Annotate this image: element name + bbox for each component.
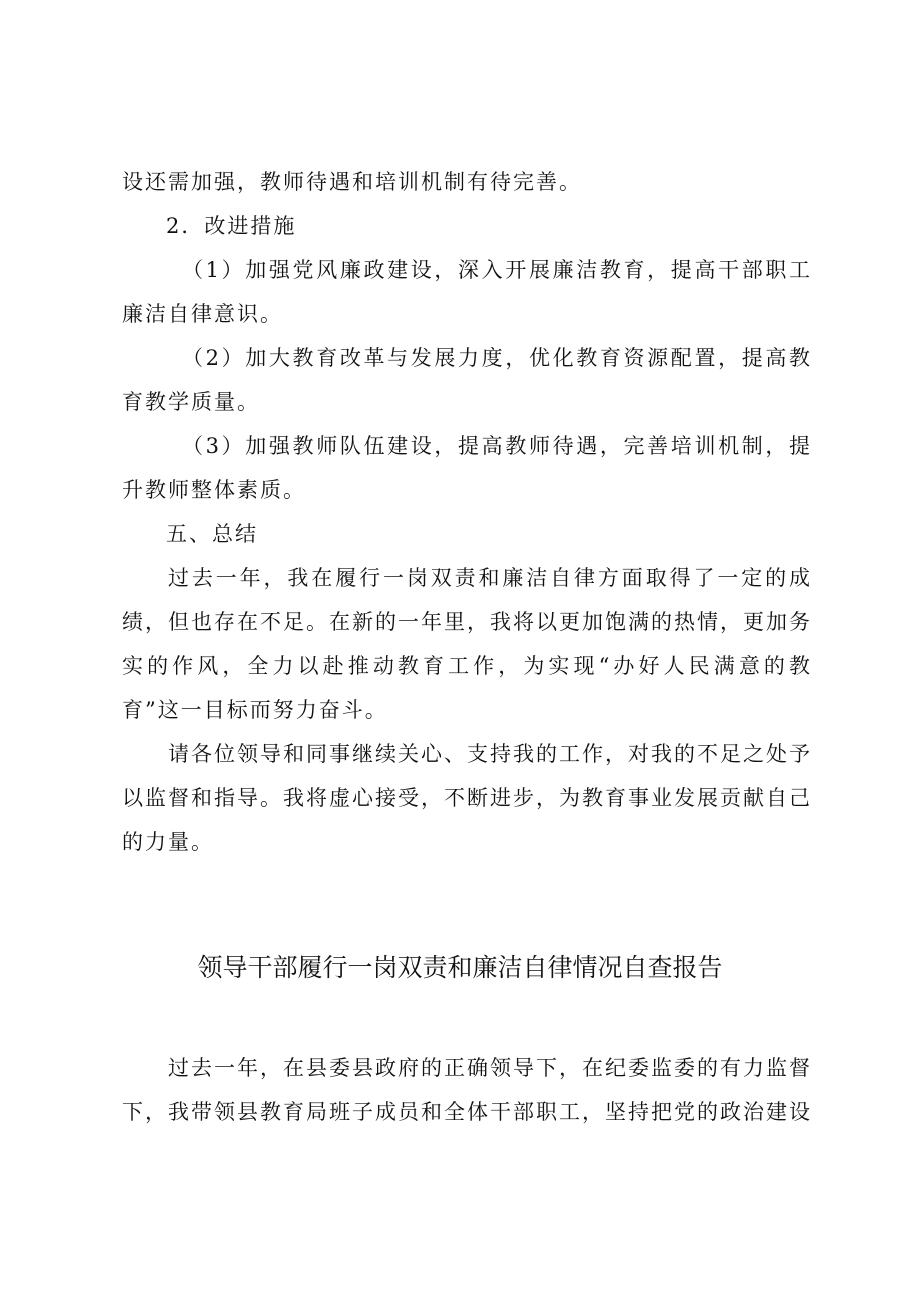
summary-paragraph-1: 过去一年，我在履行一岗双责和廉洁自律方面取得了一定的成绩，但也存在不足。在新的一年里，我将以更加饱满的热情，更加务实的作风，全力以赴推动教育工作，为实现“办好人民满意的教育”这一目标而努力奋斗。 <box>122 566 812 722</box>
report-title: 领导干部履行一岗双责和廉洁自律情况自查报告 <box>197 953 723 982</box>
summary-paragraph-2: 请各位领导和同事继续关心、支持我的工作，对我的不足之处予以监督和指导。我将虚心接受，不断进步，为教育事业发展贡献自己的力量。 <box>122 742 812 854</box>
measure-item-1: （1）加强党风廉政建设，深入开展廉洁教育，提高干部职工廉洁自律意识。 <box>122 258 812 326</box>
measure-item-2: （2）加大教育改革与发展力度，优化教育资源配置，提高教育教学质量。 <box>122 346 812 414</box>
measure-item-3: （3）加强教师队伍建设，提高教师待遇，完善培训机制，提升教师整体素质。 <box>122 434 812 502</box>
section-heading-improvement: 2．改进措施 <box>166 214 297 238</box>
continuation-text: 设还需加强，教师待遇和培训机制有待完善。 <box>122 170 582 194</box>
section-heading-summary: 五、总结 <box>166 522 258 546</box>
report-intro-paragraph: 过去一年，在县委县政府的正确领导下，在纪委监委的有力监督下，我带领县教育局班子成员和全体干部职工，坚持把党的政治建设 <box>122 1056 812 1124</box>
